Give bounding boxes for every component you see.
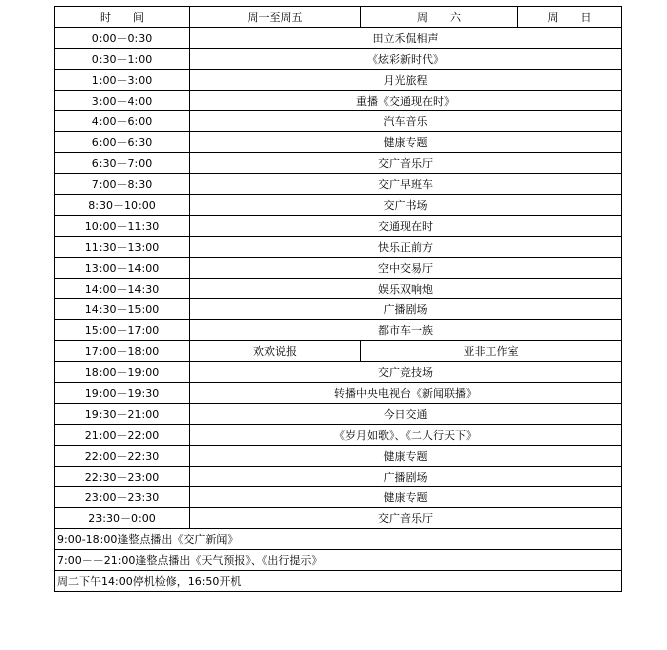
program-cell: 《炫彩新时代》 <box>190 48 622 69</box>
weekday-program-cell: 欢欢说报 <box>190 341 361 362</box>
time-slot-cell: 19:30－21:00 <box>55 403 190 424</box>
note-row <box>55 571 622 592</box>
time-slot-cell: 4:00－6:00 <box>55 111 190 132</box>
table-row <box>55 403 622 424</box>
header-saturday: 周 六 <box>361 7 518 28</box>
program-cell: 快乐正前方 <box>190 236 622 257</box>
note-cell: 周二下午14:00停机检修，16:50开机 <box>55 571 622 592</box>
header-sunday: 周 日 <box>518 7 622 28</box>
time-slot-cell: 14:30－15:00 <box>55 299 190 320</box>
time-slot-cell: 6:30－7:00 <box>55 153 190 174</box>
note-row <box>55 529 622 550</box>
table-row <box>55 132 622 153</box>
time-slot-cell: 0:30－1:00 <box>55 48 190 69</box>
note-cell: 7:00－－21:00逢整点播出《天气预报》、《出行提示》 <box>55 550 622 571</box>
time-slot-cell: 15:00－17:00 <box>55 320 190 341</box>
table-row <box>55 90 622 111</box>
header-row <box>55 7 622 28</box>
program-cell: 汽车音乐 <box>190 111 622 132</box>
table-row <box>55 299 622 320</box>
time-slot-cell: 7:00－8:30 <box>55 174 190 195</box>
time-slot-cell: 14:00－14:30 <box>55 278 190 299</box>
table-row <box>55 487 622 508</box>
program-cell: 娱乐双响炮 <box>190 278 622 299</box>
time-slot-cell: 19:00－19:30 <box>55 383 190 404</box>
table-row <box>55 236 622 257</box>
time-slot-cell: 21:00－22:00 <box>55 424 190 445</box>
program-cell: 交通现在时 <box>190 215 622 236</box>
table-row <box>55 111 622 132</box>
table-row <box>55 278 622 299</box>
table-row <box>55 320 622 341</box>
program-cell: 交广早班车 <box>190 174 622 195</box>
program-cell: 空中交易厅 <box>190 257 622 278</box>
header-time: 时 间 <box>55 7 190 28</box>
program-cell: 健康专题 <box>190 132 622 153</box>
program-cell: 都市车一族 <box>190 320 622 341</box>
time-slot-cell: 22:30－23:00 <box>55 466 190 487</box>
time-slot-cell: 3:00－4:00 <box>55 90 190 111</box>
table-row <box>55 508 622 529</box>
table-row <box>55 48 622 69</box>
table-row <box>55 424 622 445</box>
program-cell: 交广书场 <box>190 195 622 216</box>
program-cell: 健康专题 <box>190 445 622 466</box>
program-schedule-table <box>54 6 622 592</box>
table-row <box>55 215 622 236</box>
program-cell: 转播中央电视台《新闻联播》 <box>190 383 622 404</box>
table-row <box>55 27 622 48</box>
table-row <box>55 69 622 90</box>
table-row <box>55 257 622 278</box>
program-cell: 交广音乐厅 <box>190 153 622 174</box>
table-row <box>55 174 622 195</box>
program-cell: 广播剧场 <box>190 299 622 320</box>
time-slot-cell: 23:00－23:30 <box>55 487 190 508</box>
table-row <box>55 153 622 174</box>
weekend-program-cell: 亚非工作室 <box>361 341 622 362</box>
time-slot-cell: 1:00－3:00 <box>55 69 190 90</box>
time-slot-cell: 18:00－19:00 <box>55 362 190 383</box>
program-cell: 健康专题 <box>190 487 622 508</box>
table-row <box>55 383 622 404</box>
program-cell: 《岁月如歌》、《二人行天下》 <box>190 424 622 445</box>
program-cell: 月光旅程 <box>190 69 622 90</box>
time-slot-cell: 22:00－22:30 <box>55 445 190 466</box>
time-slot-cell: 6:00－6:30 <box>55 132 190 153</box>
program-cell: 交广音乐厅 <box>190 508 622 529</box>
header-weekday: 周一至周五 <box>190 7 361 28</box>
time-slot-cell: 13:00－14:00 <box>55 257 190 278</box>
table-row <box>55 341 622 362</box>
note-row <box>55 550 622 571</box>
table-row <box>55 362 622 383</box>
table-row <box>55 195 622 216</box>
program-cell: 交广竞技场 <box>190 362 622 383</box>
time-slot-cell: 8:30－10:00 <box>55 195 190 216</box>
program-cell: 重播《交通现在时》 <box>190 90 622 111</box>
program-cell: 今日交通 <box>190 403 622 424</box>
time-slot-cell: 23:30－0:00 <box>55 508 190 529</box>
time-slot-cell: 10:00－11:30 <box>55 215 190 236</box>
time-slot-cell: 0:00－0:30 <box>55 27 190 48</box>
program-cell: 田立禾侃相声 <box>190 27 622 48</box>
table-row <box>55 445 622 466</box>
time-slot-cell: 11:30－13:00 <box>55 236 190 257</box>
table-row <box>55 466 622 487</box>
program-cell: 广播剧场 <box>190 466 622 487</box>
note-cell: 9:00-18:00逢整点播出《交广新闻》 <box>55 529 622 550</box>
time-slot-cell: 17:00－18:00 <box>55 341 190 362</box>
